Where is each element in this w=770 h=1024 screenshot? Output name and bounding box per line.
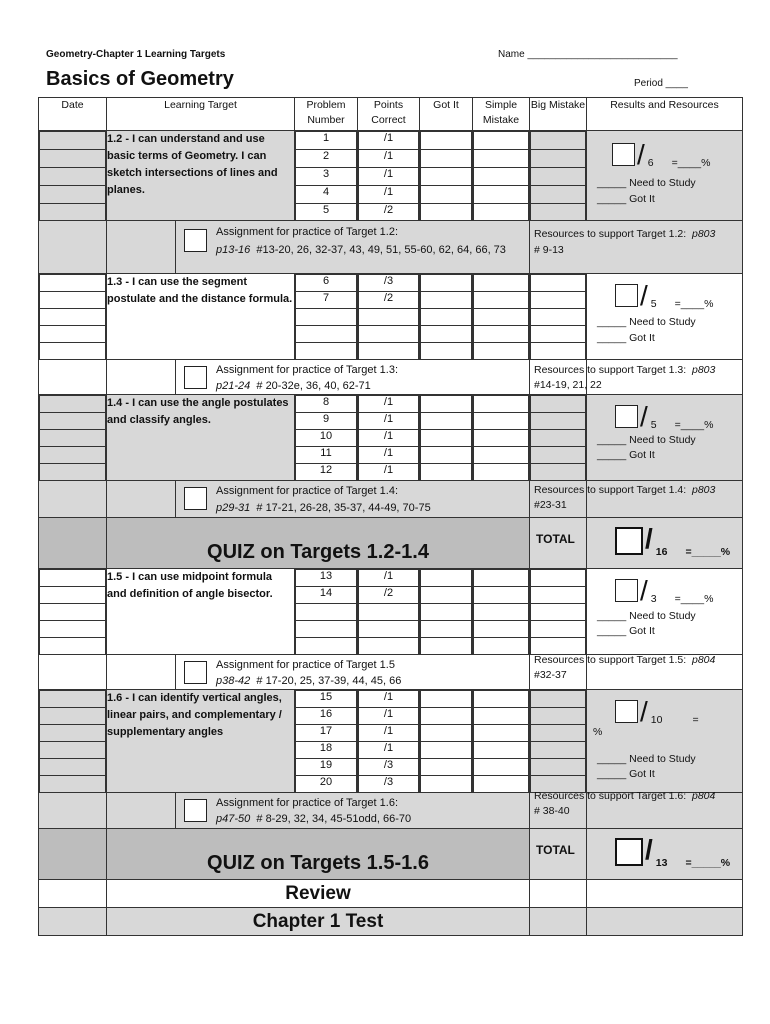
assignment-checkbox[interactable] xyxy=(184,661,207,684)
quiz-score-box[interactable] xyxy=(615,527,643,555)
assignment-checkbox[interactable] xyxy=(184,487,207,510)
quiz-row xyxy=(39,829,743,880)
simple-mistake-cells[interactable] xyxy=(473,395,530,481)
target-text: 1.3 - I can use the segment postulate and the distance formula. xyxy=(107,274,295,360)
col-learning-target: Learning Target xyxy=(107,98,295,131)
problem-numbers: 15 16 17 18 19 20 xyxy=(295,690,358,793)
target-text: 1.6 - I can identify vertical angles, linear pairs, and complementary / supplementary angles xyxy=(107,690,295,793)
col-results-resources: Results and Resources xyxy=(587,98,743,131)
results-cell: / 5 =____% _____ Need to Study _____ Got It xyxy=(587,395,743,481)
big-mistake-cells[interactable] xyxy=(530,690,587,793)
resources-text: Resources to support Target 1.5: p804 #32-37 xyxy=(534,654,716,681)
period-field[interactable]: Period ____ xyxy=(634,78,688,89)
assignment-label: Assignment for practice of Target 1.6: xyxy=(216,797,398,809)
assignment-pages: p29-31 xyxy=(216,502,251,514)
problem-numbers: 6 7 xyxy=(295,274,358,360)
col-got-it: Got It xyxy=(420,98,473,131)
col-big-mistake: Big Mistake xyxy=(530,98,587,131)
quiz-row xyxy=(39,518,743,569)
got-it-cells[interactable] xyxy=(420,274,473,360)
date-cells[interactable] xyxy=(39,690,107,793)
target-text: 1.2 - I can understand and use basic terms of Geometry. I can sketch intersections of lines and planes. xyxy=(107,131,295,221)
name-field[interactable]: Name ___________________________ xyxy=(498,49,678,60)
assignment-label: Assignment for practice of Target 1.4: xyxy=(216,485,398,497)
assignment-problems: # 8-29, 32, 34, 45-51odd, 66-70 xyxy=(256,813,412,825)
big-mistake-cells[interactable] xyxy=(530,274,587,360)
assignment-checkbox[interactable] xyxy=(184,799,207,822)
quiz-score-box[interactable] xyxy=(615,838,643,866)
results-cell: / 10 = % _____ Need to Study _____ Got It xyxy=(587,690,743,793)
quiz-total-label: TOTAL xyxy=(530,829,587,880)
review-label: Review xyxy=(107,880,530,908)
points-correct[interactable]: /1 /2 xyxy=(358,569,420,655)
score-box[interactable] xyxy=(615,405,638,428)
points-correct[interactable]: /1 /1 /1 /1 /3 /3 xyxy=(358,690,420,793)
problem-numbers: 13 14 xyxy=(295,569,358,655)
simple-mistake-cells[interactable] xyxy=(473,569,530,655)
quiz-title: QUIZ on Targets 1.5-1.6 xyxy=(107,829,530,880)
assignment-problems: # 20-32e, 36, 40, 62-71 xyxy=(256,380,371,392)
problem-numbers: 8 9 10 11 12 xyxy=(295,395,358,481)
date-cells[interactable] xyxy=(39,274,107,360)
assignment-label: Assignment for practice of Target 1.2: xyxy=(216,226,398,238)
quiz-title: QUIZ on Targets 1.2-1.4 xyxy=(107,518,530,569)
assignment-problems: # 17-20, 25, 37-39, 44, 45, 66 xyxy=(256,675,402,687)
col-problem-number: Problem Number xyxy=(295,98,358,131)
page-title: Basics of Geometry xyxy=(46,68,234,90)
points-correct[interactable]: /1 /1 /1 /1 /2 xyxy=(358,131,420,221)
resources-text: Resources to support Target 1.6: p804 # 38-40 xyxy=(534,790,716,817)
got-it-cells[interactable] xyxy=(420,395,473,481)
assignment-checkbox[interactable] xyxy=(184,229,207,252)
test-label: Chapter 1 Test xyxy=(107,908,530,936)
score-box[interactable] xyxy=(615,284,638,307)
date-cells[interactable] xyxy=(39,395,107,481)
assignment-label: Assignment for practice of Target 1.5 xyxy=(216,659,395,671)
resources-text: Resources to support Target 1.2: p803 # 9-13 xyxy=(534,228,716,256)
target-row xyxy=(39,395,743,481)
quiz-total-label: TOTAL xyxy=(530,518,587,569)
resources-text: Resources to support Target 1.3: p803 #14-19, 21, 22 xyxy=(534,364,716,391)
target-row xyxy=(39,274,743,360)
assignment-pages: p38-42 xyxy=(216,675,251,687)
big-mistake-cells[interactable] xyxy=(530,131,587,221)
target-row xyxy=(39,690,743,793)
quiz-total-cell: / 16 =_____% xyxy=(587,518,743,569)
date-cells[interactable] xyxy=(39,131,107,221)
score-box[interactable] xyxy=(615,700,638,723)
problem-numbers: 1 2 3 4 5 xyxy=(295,131,358,221)
assignment-problems: # 17-21, 26-28, 35-37, 44-49, 70-75 xyxy=(256,502,431,514)
target-text: 1.4 - I can use the angle postulates and classify angles. xyxy=(107,395,295,481)
document-subtitle: Geometry-Chapter 1 Learning Targets xyxy=(46,49,226,60)
got-it-cells[interactable] xyxy=(420,569,473,655)
col-date: Date xyxy=(39,98,107,131)
target-text: 1.5 - I can use midpoint formula and definition of angle bisector. xyxy=(107,569,295,655)
assignment-checkbox[interactable] xyxy=(184,366,207,389)
test-row xyxy=(39,908,743,936)
target-row xyxy=(39,131,743,221)
results-cell: / 3 =____% _____ Need to Study _____ Got It xyxy=(587,569,743,655)
assignment-label: Assignment for practice of Target 1.3: xyxy=(216,364,398,376)
assignment-pages: p21-24 xyxy=(216,380,251,392)
simple-mistake-cells[interactable] xyxy=(473,274,530,360)
assignment-pages: p47-50 xyxy=(216,813,251,825)
points-correct[interactable]: /1 /1 /1 /1 /1 xyxy=(358,395,420,481)
col-simple-mistake: Simple Mistake xyxy=(473,98,530,131)
col-points-correct: Points Correct xyxy=(358,98,420,131)
review-row xyxy=(39,880,743,908)
target-row xyxy=(39,569,743,655)
big-mistake-cells[interactable] xyxy=(530,395,587,481)
assignment-problems: #13-20, 26, 32-37, 43, 49, 51, 55-60, 62, 64, 66, 73 xyxy=(256,244,506,256)
score-box[interactable] xyxy=(612,143,635,166)
assignment-pages: p13-16 xyxy=(216,244,251,256)
simple-mistake-cells[interactable] xyxy=(473,131,530,221)
simple-mistake-cells[interactable] xyxy=(473,690,530,793)
big-mistake-cells[interactable] xyxy=(530,569,587,655)
got-it-cells[interactable] xyxy=(420,131,473,221)
results-cell: / 5 =____% _____ Need to Study _____ Got It xyxy=(587,274,743,360)
header-row xyxy=(39,98,743,131)
got-it-cells[interactable] xyxy=(420,690,473,793)
quiz-total-cell: / 13 =_____% xyxy=(587,829,743,880)
date-cells[interactable] xyxy=(39,569,107,655)
points-correct[interactable]: /3 /2 xyxy=(358,274,420,360)
score-box[interactable] xyxy=(615,579,638,602)
resources-text: Resources to support Target 1.4: p803 #23-31 xyxy=(534,484,716,511)
results-cell: / 6 =____% _____ Need to Study _____ Got It xyxy=(587,131,743,221)
